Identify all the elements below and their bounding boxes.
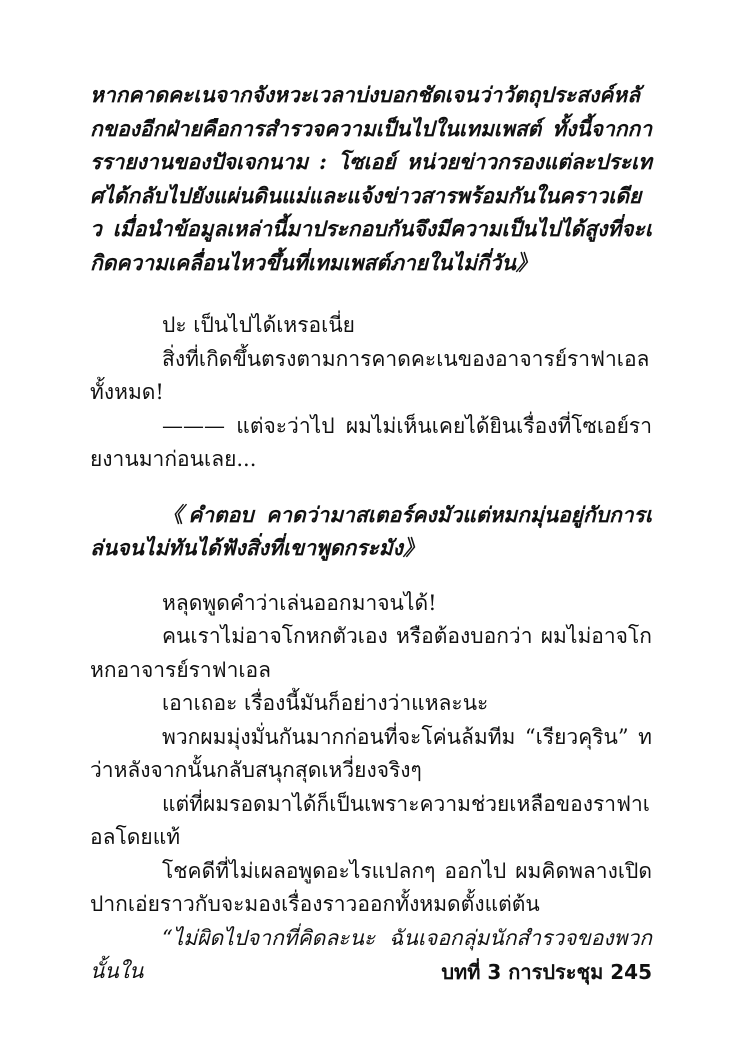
book-page [90, 78, 652, 989]
paragraph-answer: 《คำตอบ คาดว่ามาสเตอร์คงมัวแต่หมกมุ่นอยู่กับการเล่นจนไม่ทันได้ฟังสิ่งที่เขาพูดกระมัง》 [90, 501, 652, 560]
paragraph-report: หากคาดคะเนจากจังหวะเวลาบ่งบอกชัดเจนว่าวัตถุประสงค์หลักของอีกฝ่ายคือการสำรวจความเป็นไปในเทมเพสต์ ทั้งนี้จากการรายงานของปัจเจกนาม : โซเอย์ หน่วยข่าวกรองแต่ละประเทศได้กลับไปยังแผ่นดินแม่และแจ้งข่าวสารพร้อมกันในคราวเดียว เมื่อนำข้อมูลเหล่านี้มาประกอบกันจึงมีความเป็นไปได้สูงที่จะเกิดความเคลื่อนไหวขึ้นที่เทมเพสต์ภายในไม่กี่วัน》 [90, 82, 652, 275]
paragraph-survived: แต่ที่ผมรอดมาได้ก็เป็นเพราะความช่วยเหลือของราฟาเอลโดยแท้ [90, 791, 650, 849]
paragraph-quote: “ไม่ผิดไปจากที่คิดละนะ ฉันเจอกลุ่มนักสำรวจของพวกนั้นใน [90, 925, 652, 983]
paragraph-never-heard: ——— แต่จะว่าไป ผมไม่เห็นเคยได้ยินเรื่องที่โซเอย์รายงานมาก่อนเลย... [90, 413, 652, 471]
paragraph-whatever: เอาเถอะ เรื่องนี้มันก็อย่างว่าแหละนะ [162, 691, 489, 715]
paragraph-prediction: สิ่งที่เกิดขึ้นตรงตามการคาดคะเนของอาจารย์ราฟาเอลทั้งหมด! [90, 346, 650, 404]
paragraph-slip: หลุดพูดคำว่าเล่นออกมาจนได้! [162, 590, 437, 615]
paragraph-surprise: ปะ เป็นไปได้เหรอเนี่ย [162, 313, 355, 337]
paragraph-lucky: โชคดีที่ไม่เผลอพูดอะไรแปลกๆ ออกไป ผมคิดพลางเปิดปากเอ่ยราวกับจะมองเรื่องราวออกทั้งหมดตั้งแต่ต้น [90, 858, 652, 916]
paragraph-cannot-lie: คนเราไม่อาจโกหกตัวเอง หรือต้องบอกว่า ผมไม่อาจโกหกอาจารย์ราฟาเอล [90, 624, 652, 682]
page-footer: บทที่ 3 การประชุม 245 [441, 960, 652, 984]
paragraph-team: พวกผมมุ่งมั่นกันมากก่อนที่จะโค่นล้มทีม “เรียวคุริน” ทว่าหลังจากนั้นกลับสนุกสุดเหวี่ยงจริงๆ [90, 724, 652, 782]
